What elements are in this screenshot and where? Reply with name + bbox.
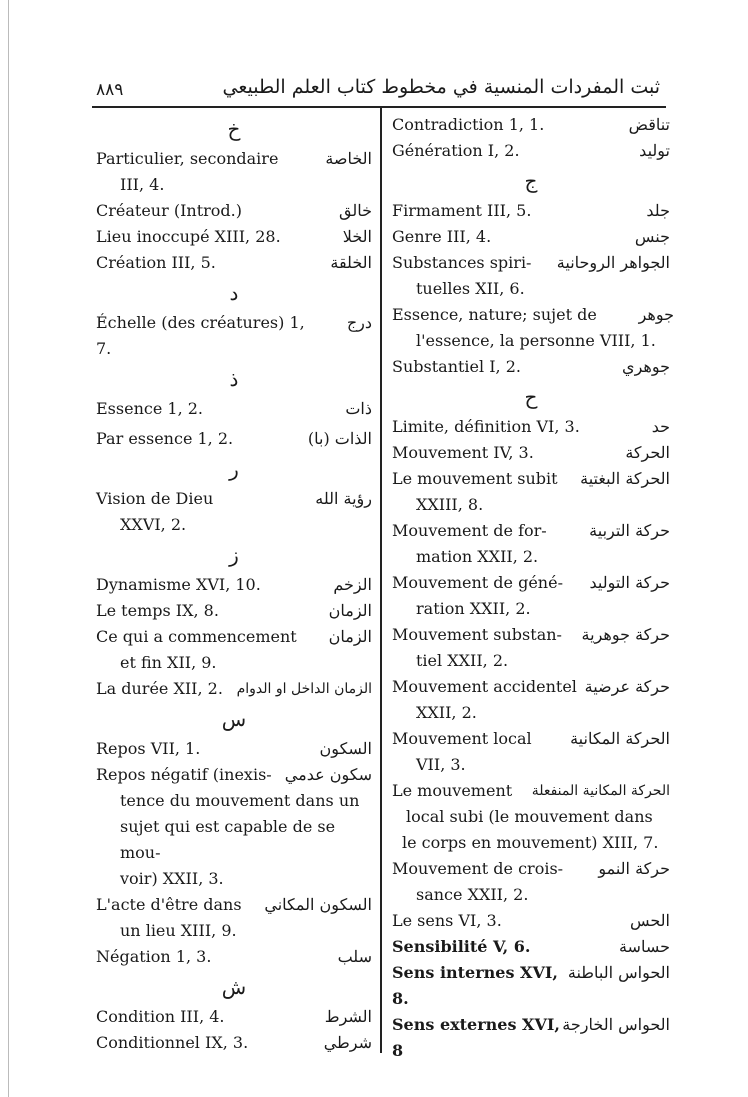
entry-french: Le sens VI, 3. (392, 911, 502, 930)
entry-french: Génération I, 2. (392, 141, 520, 160)
entry-arabic: الزخم (333, 575, 372, 594)
entry-continuation: VII, 3. (416, 755, 466, 774)
entry-french-text: Mouvement de for- (392, 521, 547, 540)
entry-arabic: حركة عرضية (584, 677, 670, 696)
glossary-entry (392, 570, 670, 622)
entry-arabic: الحركة (625, 443, 670, 462)
entry-french: Repos VII, 1. (96, 739, 201, 758)
page-number: ٨٨٩ (96, 80, 124, 100)
entry-arabic: شرطي (323, 1033, 372, 1052)
entry-arabic: الحركة البغتية (580, 469, 670, 488)
entry-french-text: Mouvement de crois- (392, 859, 564, 878)
entry-continuation: sance XXII, 2. (416, 885, 529, 904)
entry-french-text: Repos négatif (inexis- (96, 765, 272, 784)
entry-french: La durée XII, 2. (96, 679, 223, 698)
glossary-entry (392, 250, 670, 302)
glossary-entry (392, 726, 670, 778)
entry-french: Par essence 1, 2. (96, 429, 234, 448)
glossary-entry (392, 856, 670, 908)
glossary-entry (392, 622, 670, 674)
glossary-entry (96, 624, 372, 676)
entry-french: Sens externes XVI, 8 (392, 1015, 560, 1060)
glossary-entry (96, 224, 372, 250)
entry-french: Sensibilité V, 6. (392, 937, 531, 956)
entry-arabic: توليد (639, 141, 670, 160)
glossary-entry (96, 198, 372, 224)
entry-continuation: XXVI, 2. (120, 515, 187, 534)
section-letter-sin: س (221, 707, 247, 731)
entry-arabic: الحركة المكانية (570, 729, 670, 748)
entry-arabic: الحواس الباطنة (567, 963, 670, 982)
glossary-entry (392, 302, 674, 354)
entry-arabic: جلد (646, 201, 670, 220)
entry-continuation: le corps en mouvement) XIII, 7. (402, 833, 659, 852)
header-rule (92, 106, 666, 108)
entry-arabic: السكون (319, 739, 372, 758)
entry-arabic: الخاصة (325, 149, 372, 168)
entry-arabic: حركة التوليد (589, 573, 670, 592)
glossary-entry (96, 676, 372, 702)
entry-arabic: سكون عدمي (284, 765, 372, 784)
entry-french: Limite, définition VI, 3. (392, 417, 580, 436)
entry-arabic: رؤية الله (315, 489, 372, 508)
glossary-entry (96, 396, 372, 422)
entry-french: Firmament III, 5. (392, 201, 532, 220)
entry-arabic: خالق (339, 201, 372, 220)
entry-arabic: حساسة (618, 937, 670, 956)
entry-french: Le temps IX, 8. (96, 601, 219, 620)
left-column (96, 112, 372, 1056)
entry-french: Substantiel I, 2. (392, 357, 521, 376)
entry-french-text: Vision de Dieu (96, 489, 214, 508)
entry-french: Sens internes XVI, 8. (392, 963, 558, 1008)
section-letter-dhal: ذ (229, 367, 239, 391)
entry-arabic: جوهر (638, 305, 674, 324)
entry-arabic: الزمان (328, 601, 372, 620)
entry-french (392, 302, 670, 354)
entry-arabic: الزمان الداخل او الدوام (236, 681, 372, 697)
entry-arabic: درج (346, 313, 372, 332)
glossary-entry (392, 414, 670, 440)
entry-french-text: L'acte d'être dans (96, 895, 242, 914)
entry-french: Genre III, 4. (392, 227, 492, 246)
glossary-entry (392, 1012, 670, 1064)
entry-french: Lieu inoccupé XIII, 28. (96, 227, 281, 246)
entry-french-text: Ce qui a commencement (96, 627, 297, 646)
entry-french: Conditionnel IX, 3. (96, 1033, 249, 1052)
glossary-entry (96, 736, 372, 762)
section-letter-kha: خ (227, 117, 241, 141)
glossary-entry (96, 1004, 372, 1030)
glossary-entry (392, 934, 670, 960)
entry-french: Création III, 5. (96, 253, 216, 272)
glossary-entry (392, 112, 670, 138)
entry-continuation: l'essence, la personne VIII, 1. (416, 331, 656, 350)
glossary-entry (392, 778, 670, 856)
entry-continuation: tence du mouvement dans un (120, 791, 360, 810)
entry-continuation: un lieu XIII, 9. (120, 921, 237, 940)
glossary-entry (392, 960, 670, 1012)
glossary-entry (392, 198, 670, 224)
glossary-entry (96, 572, 372, 598)
entry-continuation: tiel XXII, 2. (416, 651, 509, 670)
entry-arabic: الحواس الخارجة (562, 1015, 670, 1034)
entry-arabic: الخلا (342, 227, 372, 246)
glossary-entry (392, 518, 670, 570)
page-edge (8, 0, 9, 1097)
section-letter-ha: ح (524, 385, 538, 409)
entry-continuation: sujet qui est capable de se mou- (120, 817, 336, 862)
entry-continuation: local subi (le mouvement dans (406, 807, 653, 826)
entry-arabic: ذات (345, 399, 372, 418)
entry-french: Dynamisme XVI, 10. (96, 575, 261, 594)
entry-continuation: mation XXII, 2. (416, 547, 539, 566)
entry-french-text: Particulier, secondaire (96, 149, 279, 168)
entry-french: Créateur (Introd.) (96, 201, 242, 220)
running-title: ثبت المفردات المنسية في مخطوط كتاب العلم الطبيعي (222, 76, 660, 98)
entry-french-text: Le mouvement (392, 781, 513, 800)
entry-arabic: حد (651, 417, 670, 436)
entry-continuation: et fin XII, 9. (120, 653, 217, 672)
glossary-entry (96, 1030, 372, 1056)
entry-french-text: Substances spiri- (392, 253, 532, 272)
glossary-entry (392, 466, 670, 518)
entry-arabic: سلب (337, 947, 372, 966)
entry-continuation: III, 4. (120, 175, 165, 194)
glossary-entry (96, 310, 372, 362)
entry-french-text: Essence, nature; sujet de (392, 305, 597, 324)
entry-french: Contradiction 1, 1. (392, 115, 545, 134)
glossary-entry (392, 440, 670, 466)
glossary-entry (96, 486, 372, 538)
entry-continuation: tuelles XII, 6. (416, 279, 525, 298)
section-letter-dal: د (229, 281, 239, 305)
entry-arabic: جنس (634, 227, 670, 246)
glossary-entry (392, 224, 670, 250)
entry-arabic: السكون المكاني (264, 895, 372, 914)
glossary-entry (96, 762, 372, 892)
section-letter-zay: ز (229, 543, 239, 567)
entry-continuation: XXIII, 8. (416, 495, 484, 514)
glossary-entry (96, 892, 372, 944)
entry-arabic: تناقض (628, 115, 670, 134)
entry-french-text: Mouvement accidentel (392, 677, 577, 696)
entry-french-text: Mouvement de géné- (392, 573, 563, 592)
entry-arabic: حركة النمو (598, 859, 670, 878)
entry-french: Mouvement IV, 3. (392, 443, 534, 462)
entry-french-text: Mouvement substan- (392, 625, 562, 644)
right-column (392, 112, 674, 1064)
glossary-entry (392, 354, 670, 380)
glossary-entry (96, 426, 372, 452)
entry-french: Condition III, 4. (96, 1007, 225, 1026)
glossary-entry (392, 138, 670, 164)
entry-arabic: الجواهر الروحانية (556, 253, 670, 272)
entry-french-text: Le mouvement subit (392, 469, 558, 488)
glossary-entry (392, 674, 670, 726)
entry-arabic: الحس (629, 911, 670, 930)
entry-arabic: حركة جوهرية (581, 625, 670, 644)
entry-arabic: الخلقة (330, 253, 372, 272)
glossary-entry (96, 598, 372, 624)
entry-french: Négation 1, 3. (96, 947, 212, 966)
section-letter-ra: ر (229, 457, 239, 481)
entry-continuation: ration XXII, 2. (416, 599, 531, 618)
glossary-entry (96, 146, 372, 198)
entry-arabic: جوهري (622, 357, 670, 376)
entry-french-text: Mouvement local (392, 729, 532, 748)
entry-french: Échelle (des créatures) 1, 7. (96, 313, 305, 358)
column-divider (380, 108, 382, 1053)
entry-continuation: XXII, 2. (416, 703, 477, 722)
glossary-entry (392, 908, 670, 934)
glossary-entry (96, 944, 372, 970)
entry-continuation: voir) XXII, 3. (120, 869, 224, 888)
section-letter-shin: ش (221, 975, 247, 999)
section-letter-jim: ج (524, 169, 538, 193)
glossary-entry (96, 250, 372, 276)
entry-arabic: الشرط (324, 1007, 372, 1026)
entry-arabic: حركة التربية (589, 521, 670, 540)
entry-arabic: الذات (با) (307, 429, 372, 448)
entry-arabic: الزمان (328, 627, 372, 646)
entry-french: Essence 1, 2. (96, 399, 204, 418)
entry-arabic: الحركة المكانية المنفعلة (531, 783, 670, 799)
